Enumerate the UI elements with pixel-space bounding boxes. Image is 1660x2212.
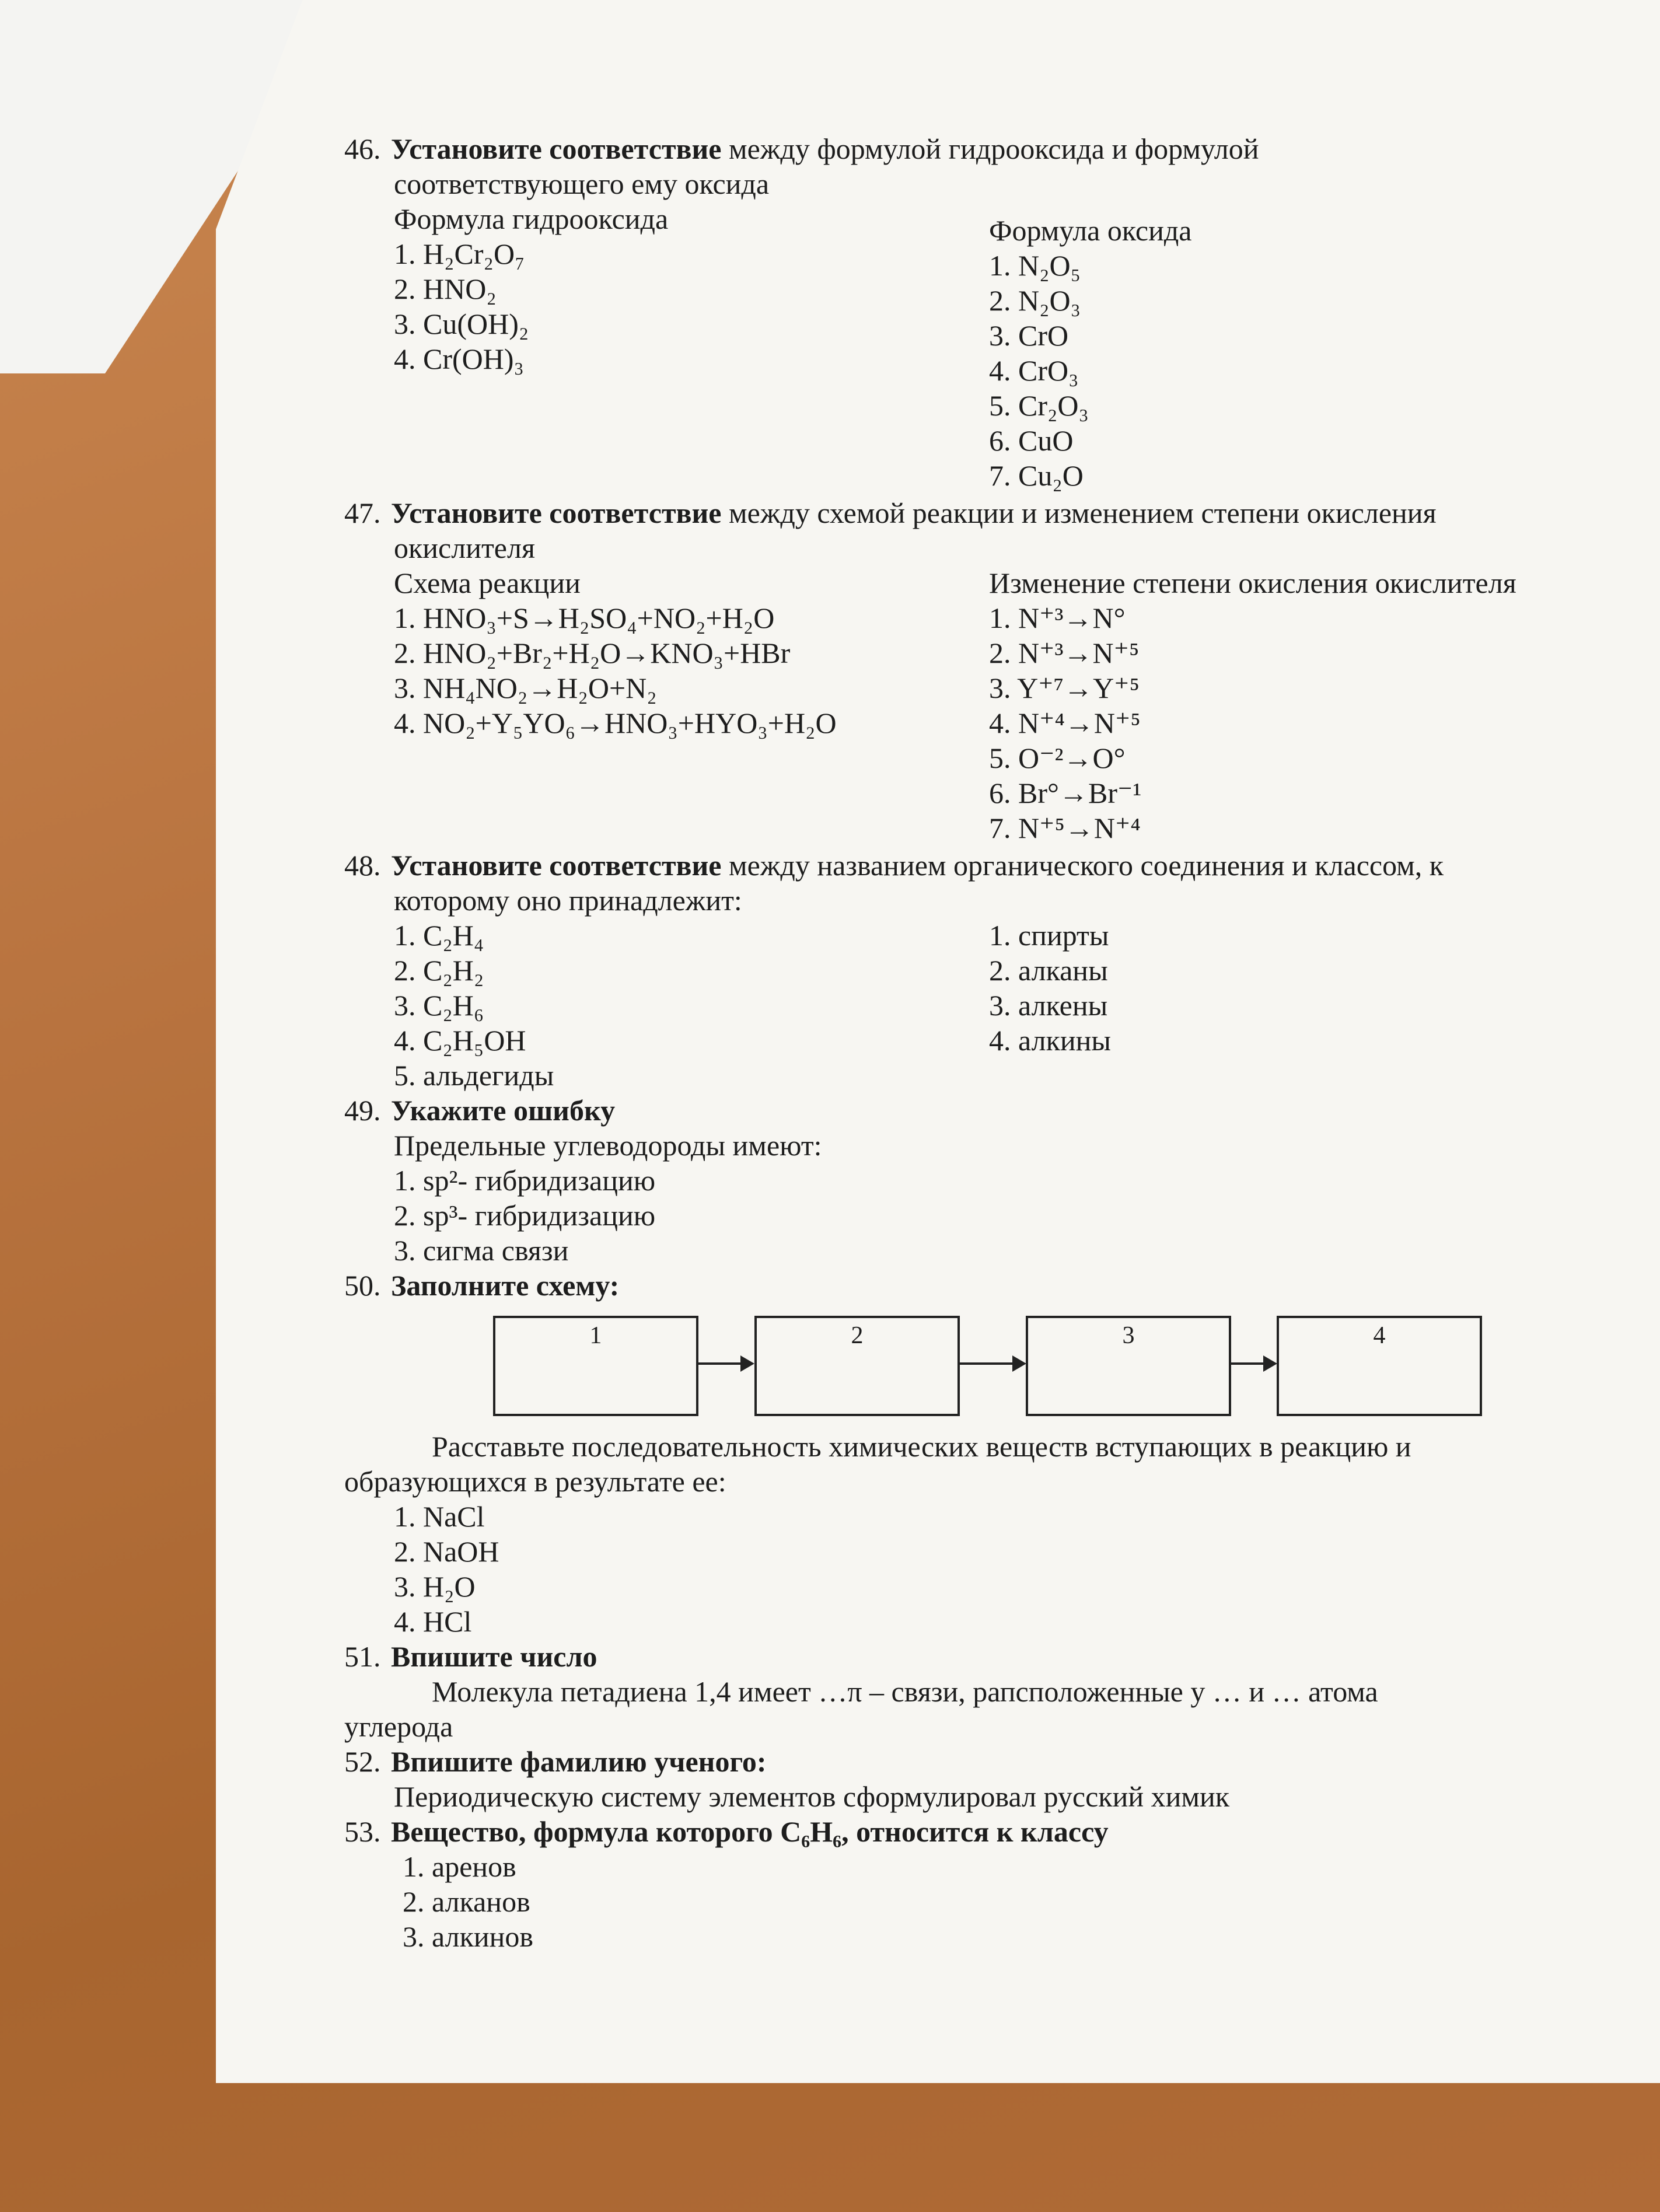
question-title-rest: между схемой реакции и изменением степени окисления: [721, 497, 1437, 529]
question-number: 50.: [344, 1269, 381, 1302]
list-item: 3. алкинов: [403, 1920, 533, 1953]
box-label: 2: [851, 1322, 864, 1349]
column-header: Изменение степени окисления окислителя: [989, 567, 1516, 599]
question-text-line1: Молекула петадиена 1,4 имеет …π – связи, рапсположенные у … и … атома: [432, 1675, 1378, 1708]
column-header: Формула оксида: [989, 214, 1192, 247]
scheme-box-4[interactable]: [1277, 1316, 1482, 1416]
list-item: 1. спирты: [989, 919, 1109, 952]
list-item: 2. N⁺³→N⁺⁵: [989, 637, 1140, 669]
question-50: [344, 1268, 1581, 1639]
list-item: 2. HNO₂+Br₂+H₂O→KNO₃+HBr: [394, 637, 791, 669]
instruction-line1: Расставьте последовательность химических веществ вступающих в реакцию и: [432, 1430, 1411, 1463]
box-label: 1: [589, 1322, 602, 1349]
question-title-bold: Вещество, формула которого C₆H₆, относится к классу: [391, 1815, 1109, 1848]
question-title-bold: Заполните схему:: [391, 1269, 620, 1302]
list-item: 1. N⁺³→N°: [989, 602, 1126, 634]
oxidation-change-column: [989, 565, 1581, 845]
list-item: 2. C₂H₂: [394, 954, 484, 987]
list-item: 2. NaOH: [394, 1535, 499, 1568]
list-item: 6. CuO: [989, 424, 1074, 457]
list-item: 4. HCl: [394, 1605, 472, 1638]
list-item: 4. алкины: [989, 1024, 1111, 1057]
question-47: [344, 495, 1581, 845]
list-item: 1. N₂O₅: [989, 249, 1081, 282]
list-item: 1. C₂H₄: [394, 919, 484, 952]
question-number: 47.: [344, 497, 381, 529]
list-item: 3. H₂O: [394, 1570, 476, 1603]
list-item: 1. NaCl: [394, 1500, 485, 1533]
scheme-box-2[interactable]: [754, 1316, 960, 1416]
list-item: 1. HNO₃+S→H₂SO₄+NO₂+H₂O: [394, 602, 775, 634]
list-item: 4. NO₂+Y₅YO₆→HNO₃+HYO₃+H₂O: [394, 707, 837, 739]
question-title-bold: Установите соответствие: [391, 132, 722, 165]
question-text: Периодическую систему элементов сформулировал русский химик: [394, 1780, 1230, 1813]
question-title-line2: которому оно принадлежит:: [394, 884, 742, 917]
list-item: 3. Cu(OH)₂: [394, 307, 529, 340]
column-header: Формула гидрооксида: [394, 202, 669, 235]
class-column: [989, 918, 1581, 1093]
list-item: 2. N₂O₃: [989, 284, 1081, 317]
question-title-line2: окислителя: [394, 532, 535, 564]
list-item: 3. алкены: [989, 989, 1108, 1022]
list-item: 1. sp²- гибридизацию: [394, 1164, 656, 1197]
question-53: [344, 1814, 1581, 1954]
question-text-line2: углерода: [344, 1710, 453, 1743]
list-item: 3. сигма связи: [394, 1234, 569, 1267]
question-48: [344, 848, 1581, 1093]
list-item: 2. sp³- гибридизацию: [394, 1199, 656, 1232]
list-item: 4. CrO₃: [989, 354, 1079, 387]
hydroxide-column: [394, 201, 989, 493]
worksheet-content: [344, 131, 1581, 1954]
question-51: [344, 1639, 1581, 1744]
question-title-bold: Укажите ошибку: [391, 1094, 616, 1127]
list-item: 3. NH₄NO₂→H₂O+N₂: [394, 672, 657, 704]
question-number: 53.: [344, 1815, 381, 1848]
list-item: 2. алканы: [989, 954, 1108, 987]
scheme-box-1[interactable]: [493, 1316, 698, 1416]
list-item: 7. Cu₂O: [989, 459, 1084, 492]
question-number: 48.: [344, 849, 381, 882]
question-52: [344, 1744, 1581, 1814]
question-title-bold: Установите соответствие: [391, 497, 722, 529]
list-item: 2. HNO₂: [394, 272, 497, 305]
list-item: 4. N⁺⁴→N⁺⁵: [989, 707, 1141, 739]
box-label: 4: [1373, 1322, 1386, 1349]
list-item: 2. алканов: [403, 1885, 530, 1918]
list-item: 3. C₂H₆: [394, 989, 484, 1022]
list-item: 6. Br°→Br⁻¹: [989, 777, 1142, 809]
question-subtitle: Предельные углеводороды имеют:: [394, 1129, 822, 1162]
question-number: 51.: [344, 1640, 381, 1673]
list-item: 4. C₂H₅OH: [394, 1024, 526, 1057]
question-49: [344, 1093, 1581, 1268]
arrow-icon: [960, 1362, 1024, 1365]
question-title-rest: между названием органического соединения и классом, к: [721, 849, 1444, 882]
question-number: 46.: [344, 132, 381, 165]
arrow-icon: [698, 1362, 752, 1365]
arrow-icon: [1231, 1362, 1275, 1365]
question-number: 52.: [344, 1745, 381, 1778]
scheme-box-3[interactable]: [1026, 1316, 1231, 1416]
list-item: 5. альдегиды: [394, 1059, 554, 1092]
flow-scheme: [344, 1305, 1581, 1422]
list-item: 3. Y⁺⁷→Y⁺⁵: [989, 672, 1140, 704]
list-item: 1. аренов: [403, 1850, 516, 1883]
box-label: 3: [1122, 1322, 1135, 1349]
list-item: 4. Cr(OH)₃: [394, 343, 524, 375]
question-46: [344, 131, 1581, 493]
question-title-bold: Установите соответствие: [391, 849, 722, 882]
compound-column: [394, 918, 989, 1093]
list-item: 1. H₂Cr₂O₇: [394, 237, 525, 270]
oxide-column: [989, 201, 1581, 493]
column-header: Схема реакции: [394, 567, 581, 599]
question-number: 49.: [344, 1094, 381, 1127]
list-item: 3. CrO: [989, 319, 1069, 352]
list-item: 5. O⁻²→O°: [989, 742, 1126, 774]
question-title-rest: между формулой гидрооксида и формулой: [721, 132, 1259, 165]
reaction-scheme-column: [394, 565, 989, 845]
instruction-line2: образующихся в результате ее:: [344, 1465, 726, 1498]
question-title-line2: соответствующего ему оксида: [394, 167, 770, 200]
list-item: 5. Cr₂O₃: [989, 389, 1089, 422]
list-item: 7. N⁺⁵→N⁺⁴: [989, 812, 1141, 844]
question-title-bold: Впишите фамилию ученого:: [391, 1745, 767, 1778]
question-title-bold: Впишите число: [391, 1640, 597, 1673]
